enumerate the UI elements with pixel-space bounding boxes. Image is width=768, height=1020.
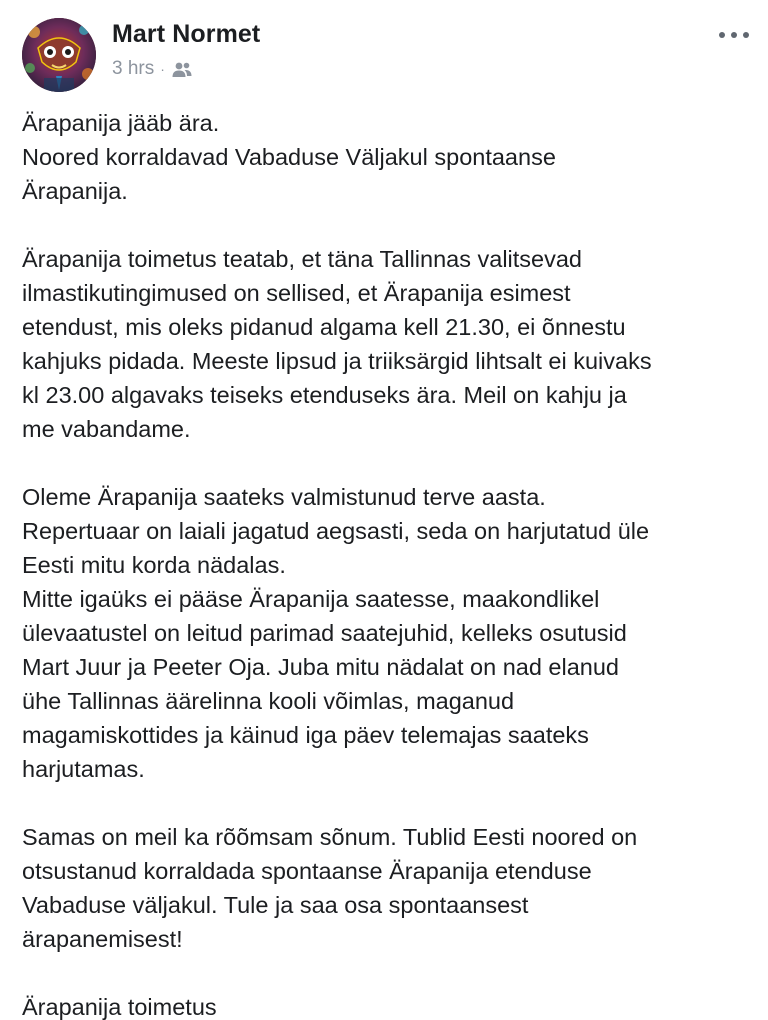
body-line: kl 23.00 algavaks teiseks etenduseks ära. Meil on kahju ja (22, 382, 627, 408)
body-line: me vabandame. (22, 416, 191, 442)
post-body (22, 106, 752, 1020)
post-header (22, 14, 754, 94)
body-line: kahjuks pidada. Meeste lipsud ja triiksärgid lihtsalt ei kuivaks (22, 348, 652, 374)
body-line: Repertuaar on laiali jagatud aegsasti, seda on harjutatud üle (22, 518, 650, 544)
author-name[interactable]: Mart Normet (112, 20, 261, 48)
body-line: harjutamas. (22, 756, 145, 782)
body-line: Ärapanija jääb ära. (22, 110, 220, 136)
body-line: ärapanemisest! (22, 926, 183, 952)
body-line: Eesti mitu korda nädalas. (22, 552, 286, 578)
body-line: Ärapanija toimetus teatab, et täna Tallinnas valitsevad (22, 246, 582, 272)
post-time[interactable]: 3 hrs (112, 58, 155, 79)
body-line: Ärapanija. (22, 178, 128, 204)
paragraph-gap (22, 956, 752, 990)
body-line: Vabaduse väljakul. Tule ja saa osa spontaansest (22, 892, 529, 918)
body-line: magamiskottides ja käinud iga päev telemajas saateks (22, 722, 589, 748)
body-line: Samas on meil ka rõõmsam sõnum. Tublid Eesti noored on (22, 824, 638, 850)
body-line: Mitte igaüks ei pääse Ärapanija saatesse, maakondlikel (22, 586, 600, 612)
body-line: ilmastikutingimused on sellised, et Ärapanija esimest (22, 280, 571, 306)
body-line: Noored korraldavad Vabaduse Väljakul spontaanse (22, 144, 556, 170)
friends-icon[interactable] (171, 61, 193, 79)
meta-separator: · (160, 61, 165, 77)
body-line: Oleme Ärapanija saateks valmistunud terve aasta. (22, 484, 546, 510)
body-line: ühe Tallinnas äärelinna kooli võimlas, maganud (22, 688, 515, 714)
paragraph-gap (22, 446, 752, 480)
body-line: otsustanud korraldada spontaanse Ärapanija etenduse (22, 858, 592, 884)
body-line-signature: Ärapanija toimetus (22, 994, 217, 1020)
avatar-image (22, 18, 96, 92)
more-options-icon[interactable] (714, 24, 754, 46)
avatar[interactable] (22, 18, 96, 92)
body-line: ülevaatustel on leitud parimad saatejuhid, kelleks osutusid (22, 620, 627, 646)
paragraph-gap (22, 208, 752, 242)
paragraph-gap (22, 786, 752, 820)
body-line: Mart Juur ja Peeter Oja. Juba mitu nädalat on nad elanud (22, 654, 620, 680)
post-meta (112, 58, 193, 80)
body-line: etendust, mis oleks pidanud algama kell 21.30, ei õnnestu (22, 314, 626, 340)
